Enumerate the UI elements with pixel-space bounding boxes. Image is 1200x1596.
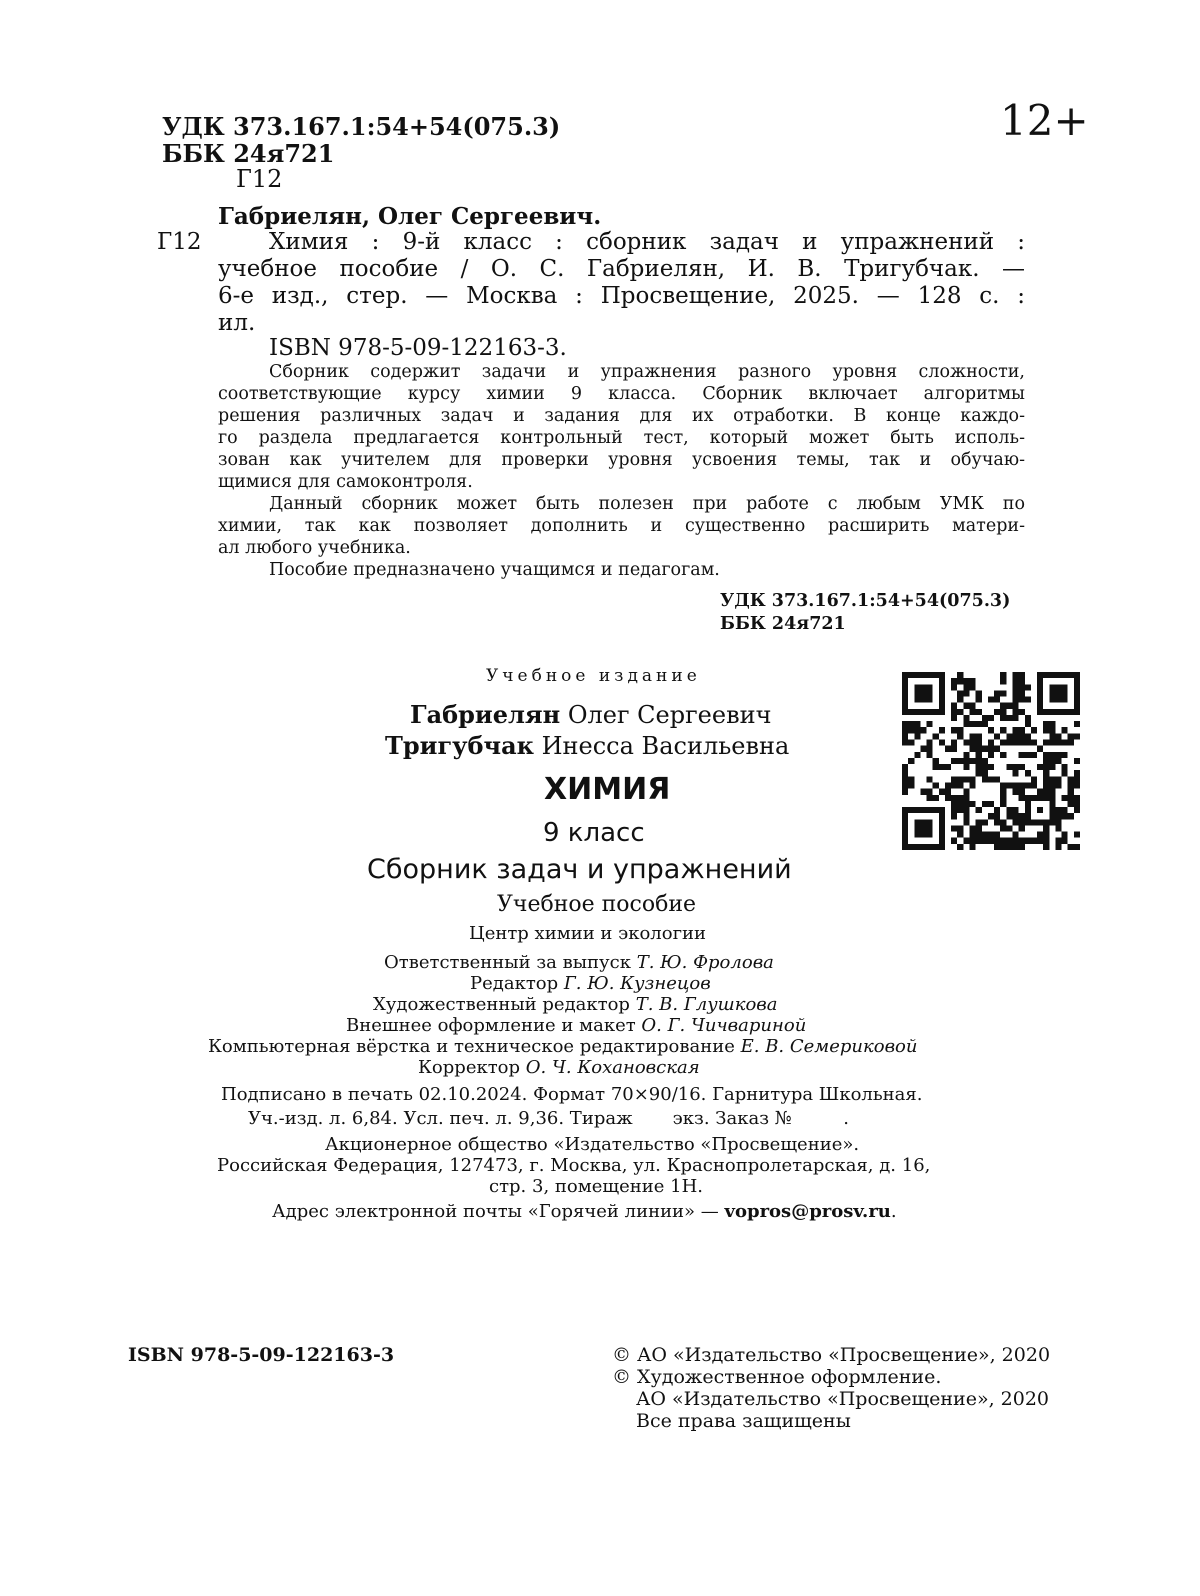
abstract-line-2: соответствующие курсу химии 9 класса. Сборник включает алгоритмы bbox=[218, 384, 1025, 404]
author-2-surname: Тригубчак bbox=[385, 731, 534, 760]
para2-line-1: Данный сборник может быть полезен при работе с любым УМК по bbox=[269, 494, 1025, 514]
copyright-line-3: АО «Издательство «Просвещение», 2020 bbox=[636, 1388, 1049, 1410]
credit-row bbox=[373, 994, 778, 1015]
credit-row bbox=[208, 1036, 917, 1057]
print-line-2: Уч.-изд. л. 6,84. Усл. печ. л. 9,36. Тираж экз. Заказ № . bbox=[248, 1108, 849, 1129]
credit-name: Т. Ю. Фролова bbox=[636, 952, 774, 973]
credit-role: Корректор bbox=[418, 1057, 521, 1078]
header-code: Г12 bbox=[236, 165, 283, 193]
credit-name: Т. В. Глушкова bbox=[635, 994, 778, 1015]
book-title: ХИМИЯ bbox=[544, 772, 671, 807]
credit-row bbox=[384, 952, 774, 973]
copyright-line-2: © Художественное оформление. bbox=[612, 1366, 942, 1388]
rights-line: Все права защищены bbox=[636, 1410, 851, 1432]
email-suffix: . bbox=[890, 1201, 897, 1222]
publisher-line-1: Акционерное общество «Издательство «Просвещение». bbox=[325, 1134, 860, 1155]
credit-row bbox=[346, 1015, 806, 1036]
print-line-1: Подписано в печать 02.10.2024. Формат 70×90/16. Гарнитура Школьная. bbox=[221, 1084, 923, 1105]
credit-name: О. Г. Чичвариной bbox=[641, 1015, 807, 1036]
author-2-name: Инесса Васильевна bbox=[541, 732, 790, 760]
card-code: Г12 bbox=[157, 229, 202, 255]
card-author: Габриелян, Олег Сергеевич. bbox=[218, 203, 602, 230]
para2-line-2: химии, так как позволяет дополнить и существенно расширить матери- bbox=[218, 516, 1025, 536]
book-type: Учебное пособие bbox=[497, 892, 697, 917]
credit-name: О. Ч. Кохановская bbox=[525, 1057, 700, 1078]
card-isbn: ISBN 978-5-09-122163-3. bbox=[269, 335, 567, 361]
author-1 bbox=[410, 700, 771, 729]
card-bib-line-1: Химия : 9-й класс : сборник задач и упражнений : bbox=[269, 229, 1025, 255]
abstract-line-3: решения различных задач и задания для их отработки. В конце каждо- bbox=[218, 406, 1025, 426]
card-bib-line-3: 6-е изд., стер. — Москва : Просвещение, 2025. — 128 с. : bbox=[218, 283, 1025, 309]
publisher-line-3: стр. 3, помещение 1Н. bbox=[489, 1176, 704, 1197]
edition-type: Учебное издание bbox=[486, 666, 701, 686]
credit-row bbox=[470, 973, 711, 994]
author-2 bbox=[385, 731, 789, 760]
email-prefix: Адрес электронной почты «Горячей линии» — bbox=[272, 1201, 725, 1222]
book-subtitle: Сборник задач и упражнений bbox=[367, 854, 792, 885]
age-rating: 12+ bbox=[1000, 96, 1089, 145]
credit-role: Ответственный за выпуск bbox=[384, 952, 631, 973]
card-udk: УДК 373.167.1:54+54(075.3) bbox=[720, 591, 1011, 611]
credit-role: Редактор bbox=[470, 973, 559, 994]
credit-role: Внешнее оформление и макет bbox=[346, 1015, 636, 1036]
header-bbk: ББК 24я721 bbox=[162, 139, 335, 168]
email-address[interactable]: vopros@prosv.ru bbox=[724, 1201, 891, 1222]
credit-role: Художественный редактор bbox=[373, 994, 630, 1015]
footer-isbn: ISBN 978-5-09-122163-3 bbox=[128, 1344, 395, 1366]
credit-row bbox=[418, 1057, 700, 1078]
para3: Пособие предназначено учащимся и педагогам. bbox=[269, 560, 720, 580]
copyright-line-1: © АО «Издательство «Просвещение», 2020 bbox=[612, 1344, 1051, 1366]
abstract-line-1: Сборник содержит задачи и упражнения разного уровня сложности, bbox=[269, 362, 1025, 382]
publisher-line-2: Российская Федерация, 127473, г. Москва, ул. Краснопролетарская, д. 16, bbox=[217, 1155, 931, 1176]
center-name: Центр химии и экологии bbox=[469, 923, 706, 944]
card-bib-line-4: ил. bbox=[218, 310, 256, 336]
author-1-surname: Габриелян bbox=[410, 700, 561, 729]
card-bbk: ББК 24я721 bbox=[720, 614, 846, 634]
abstract-line-6: щимися для самоконтроля. bbox=[218, 472, 473, 492]
card-bib-line-2: учебное пособие / О. С. Габриелян, И. В. Тригубчак. — bbox=[218, 256, 1025, 282]
qr-code[interactable] bbox=[902, 672, 1080, 850]
abstract-line-5: зован как учителем для проверки уровня усвоения темы, так и обучаю- bbox=[218, 450, 1025, 470]
book-grade: 9 класс bbox=[543, 818, 645, 848]
para2-line-3: ал любого учебника. bbox=[218, 538, 411, 558]
email-line bbox=[272, 1201, 897, 1222]
credit-name: Г. Ю. Кузнецов bbox=[563, 973, 711, 994]
header-udk: УДК 373.167.1:54+54(075.3) bbox=[162, 112, 561, 141]
credit-role: Компьютерная вёрстка и техническое редактирование bbox=[208, 1036, 735, 1057]
abstract-line-4: го раздела предлагается контрольный тест, который может быть исполь- bbox=[218, 428, 1025, 448]
credit-name: Е. В. Семериковой bbox=[740, 1036, 918, 1057]
author-1-name: Олег Сергеевич bbox=[567, 701, 772, 729]
